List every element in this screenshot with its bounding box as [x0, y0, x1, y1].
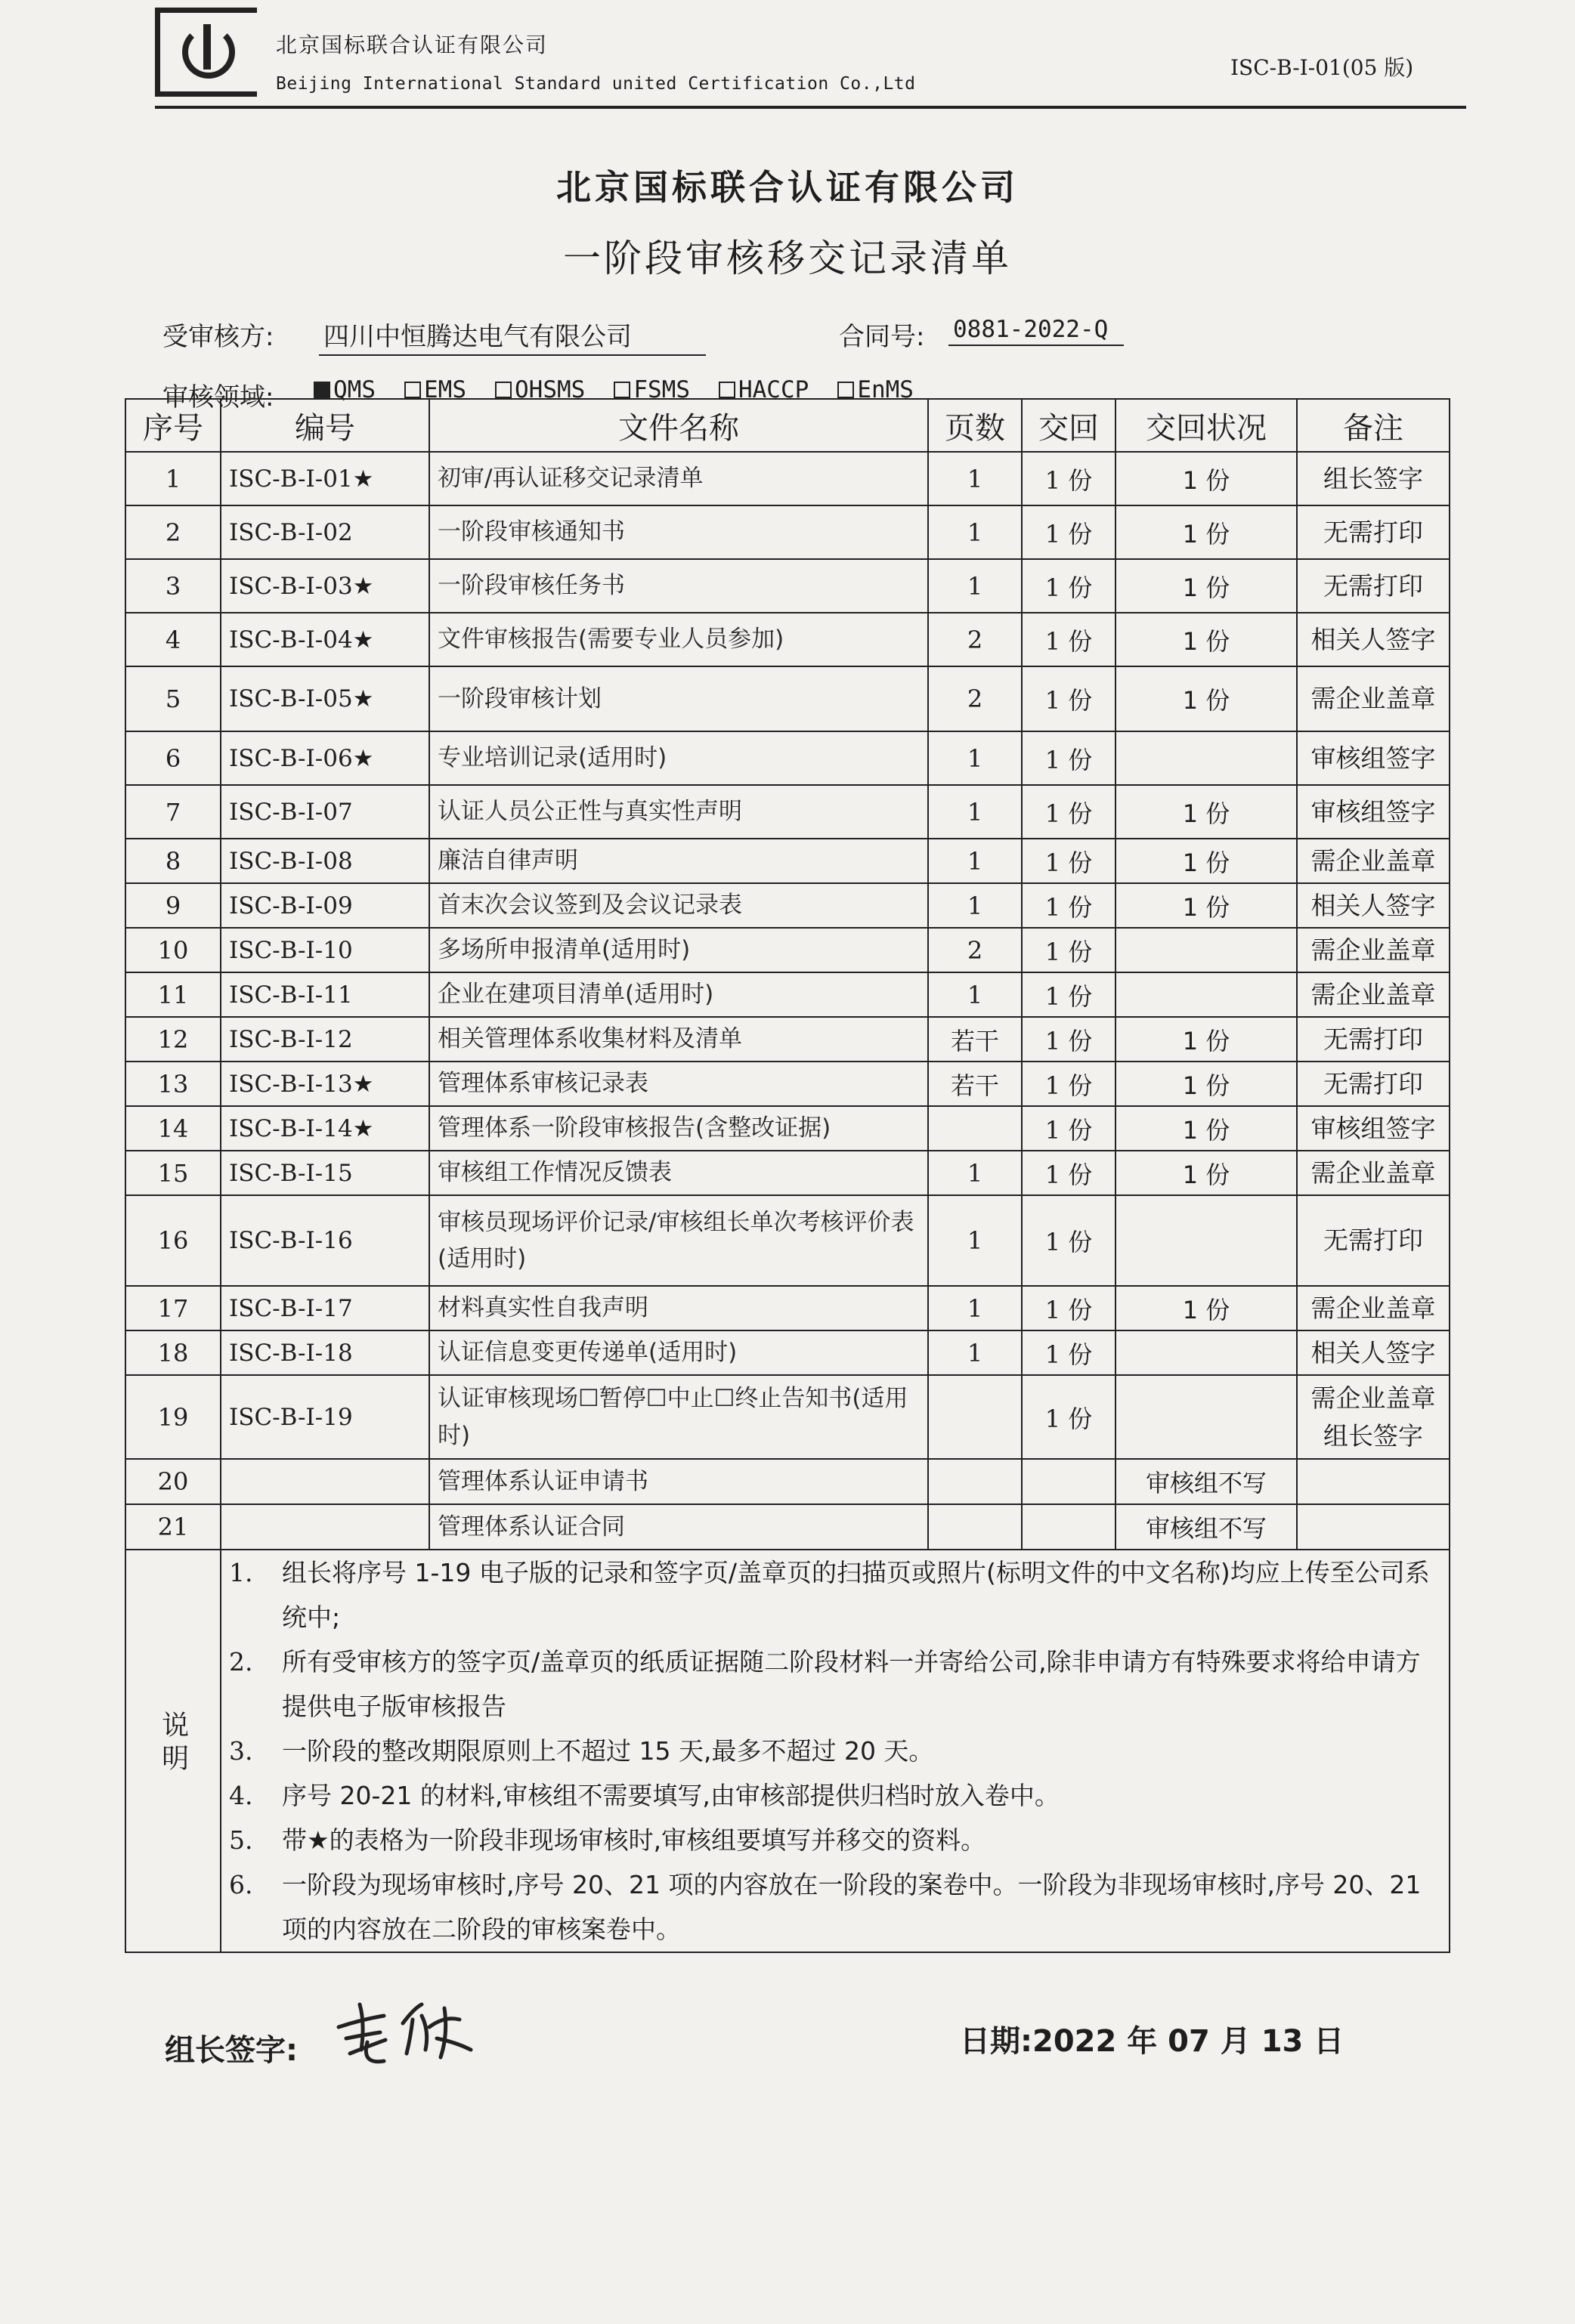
row-file-name: 相关管理体系收集材料及清单 — [429, 1017, 928, 1062]
row-remark: 相关人签字 — [1297, 883, 1450, 928]
row-no: 14 — [125, 1106, 221, 1151]
table-row — [125, 928, 1450, 972]
row-remark: 需企业盖章 — [1297, 1286, 1450, 1330]
checkbox-empty-icon — [404, 382, 421, 398]
note-text: 所有受审核方的签字页/盖章页的纸质证据随二阶段材料一并寄给公司,除非申请方有特殊要求将给申请方提供电子版审核报告 — [282, 1647, 1421, 1721]
row-returned: 1 份 — [1022, 1062, 1115, 1106]
row-return-status: 审核组不写 — [1115, 1459, 1297, 1504]
row-pages: 1 — [928, 505, 1022, 559]
row-remark: 无需打印 — [1297, 1017, 1450, 1062]
row-remark — [1297, 1504, 1450, 1550]
table-row — [125, 1330, 1450, 1375]
row-code: ISC-B-I-01★ — [221, 452, 429, 505]
company-name-en: Beijing International Standard united Certification Co.,Ltd — [276, 74, 916, 94]
row-pages: 1 — [928, 731, 1022, 785]
row-no: 12 — [125, 1017, 221, 1062]
row-returned: 1 份 — [1022, 1330, 1115, 1375]
row-file-name: 企业在建项目清单(适用时) — [429, 972, 928, 1017]
row-return-status: 1 份 — [1115, 1062, 1297, 1106]
row-remark: 审核组签字 — [1297, 785, 1450, 839]
row-return-status: 1 份 — [1115, 505, 1297, 559]
row-returned — [1022, 1504, 1115, 1550]
note-item — [229, 1639, 1441, 1729]
row-code — [221, 1504, 429, 1550]
date-label: 日期: — [960, 2024, 1032, 2059]
row-no: 20 — [125, 1459, 221, 1504]
row-pages: 1 — [928, 972, 1022, 1017]
row-no: 7 — [125, 785, 221, 839]
row-remark: 需企业盖章 — [1297, 839, 1450, 883]
checkbox-empty-icon — [719, 382, 735, 398]
row-pages: 1 — [928, 1195, 1022, 1286]
row-pages: 若干 — [928, 1017, 1022, 1062]
row-pages: 2 — [928, 666, 1022, 731]
row-return-status: 1 份 — [1115, 666, 1297, 731]
row-no: 6 — [125, 731, 221, 785]
row-code: ISC-B-I-05★ — [221, 666, 429, 731]
row-file-name: 专业培训记录(适用时) — [429, 731, 928, 785]
table-row — [125, 1106, 1450, 1151]
notes-row — [125, 1550, 1450, 1952]
row-returned: 1 份 — [1022, 1375, 1115, 1459]
row-no: 5 — [125, 666, 221, 731]
auditee-label: 受审核方: — [162, 322, 274, 352]
domain-option-label: HACCP — [738, 376, 809, 403]
note-number: 4. — [229, 1781, 253, 1810]
header-return-status: 交回状况 — [1115, 399, 1297, 452]
logo-mark-icon — [182, 26, 235, 79]
row-file-name: 管理体系审核记录表 — [429, 1062, 928, 1106]
row-returned: 1 份 — [1022, 613, 1115, 666]
row-returned: 1 份 — [1022, 505, 1115, 559]
table-row — [125, 505, 1450, 559]
row-pages — [928, 1459, 1022, 1504]
row-code: ISC-B-I-08 — [221, 839, 429, 883]
row-file-name: 一阶段审核通知书 — [429, 505, 928, 559]
row-file-name: 材料真实性自我声明 — [429, 1286, 928, 1330]
row-return-status: 1 份 — [1115, 839, 1297, 883]
row-code: ISC-B-I-19 — [221, 1375, 429, 1459]
date-value: 2022 年 07 月 13 日 — [1032, 2024, 1344, 2059]
header-pages: 页数 — [928, 399, 1022, 452]
row-returned: 1 份 — [1022, 928, 1115, 972]
row-return-status: 1 份 — [1115, 785, 1297, 839]
table-row — [125, 452, 1450, 505]
row-file-name: 审核组工作情况反馈表 — [429, 1151, 928, 1195]
row-no: 15 — [125, 1151, 221, 1195]
row-pages — [928, 1375, 1022, 1459]
row-return-status — [1115, 1195, 1297, 1286]
table-row — [125, 972, 1450, 1017]
row-file-name: 审核员现场评价记录/审核组长单次考核评价表(适用时) — [429, 1195, 928, 1286]
table-row — [125, 1017, 1450, 1062]
header-remark: 备注 — [1297, 399, 1450, 452]
notes-label-text: 说明 — [157, 1710, 189, 1777]
table-row — [125, 1459, 1450, 1504]
note-text: 带★的表格为一阶段非现场审核时,审核组要填写并移交的资料。 — [282, 1825, 986, 1855]
note-number: 6. — [229, 1870, 253, 1899]
row-return-status: 1 份 — [1115, 613, 1297, 666]
header-returned: 交回 — [1022, 399, 1115, 452]
transfer-record-table — [125, 398, 1450, 1953]
row-remark: 需企业盖章 — [1297, 928, 1450, 972]
row-returned: 1 份 — [1022, 452, 1115, 505]
row-returned: 1 份 — [1022, 972, 1115, 1017]
checkbox-checked-icon — [314, 382, 330, 398]
note-item — [229, 1729, 1441, 1773]
row-pages: 2 — [928, 613, 1022, 666]
row-returned: 1 份 — [1022, 1106, 1115, 1151]
row-returned: 1 份 — [1022, 559, 1115, 613]
row-remark: 相关人签字 — [1297, 1330, 1450, 1375]
row-returned: 1 份 — [1022, 666, 1115, 731]
notes-content — [221, 1550, 1450, 1952]
row-code: ISC-B-I-07 — [221, 785, 429, 839]
row-remark: 需企业盖章 — [1297, 1151, 1450, 1195]
row-pages: 1 — [928, 1330, 1022, 1375]
row-return-status: 1 份 — [1115, 1017, 1297, 1062]
row-return-status — [1115, 928, 1297, 972]
row-returned: 1 份 — [1022, 1195, 1115, 1286]
row-code: ISC-B-I-02 — [221, 505, 429, 559]
row-no: 13 — [125, 1062, 221, 1106]
note-item — [229, 1773, 1441, 1818]
row-no: 10 — [125, 928, 221, 972]
table-row — [125, 666, 1450, 731]
row-remark: 无需打印 — [1297, 559, 1450, 613]
table-header-row — [125, 399, 1450, 452]
row-code: ISC-B-I-17 — [221, 1286, 429, 1330]
row-file-name: 一阶段审核任务书 — [429, 559, 928, 613]
row-remark: 审核组签字 — [1297, 1106, 1450, 1151]
table-row — [125, 613, 1450, 666]
row-file-name: 管理体系认证申请书 — [429, 1459, 928, 1504]
row-pages: 1 — [928, 452, 1022, 505]
row-remark: 无需打印 — [1297, 1195, 1450, 1286]
table-row — [125, 731, 1450, 785]
row-return-status: 1 份 — [1115, 883, 1297, 928]
row-remark: 需企业盖章 — [1297, 972, 1450, 1017]
row-remark: 需企业盖章 组长签字 — [1297, 1375, 1450, 1459]
document-code: ISC-B-I-01(05 版) — [1230, 55, 1414, 80]
row-pages — [928, 1106, 1022, 1151]
note-item — [229, 1550, 1441, 1639]
row-no: 8 — [125, 839, 221, 883]
row-code: ISC-B-I-04★ — [221, 613, 429, 666]
table-row — [125, 559, 1450, 613]
row-return-status: 1 份 — [1115, 452, 1297, 505]
checkbox-empty-icon — [614, 382, 630, 398]
document-title-company: 北京国标联合认证有限公司 — [556, 167, 1019, 208]
table-row — [125, 1286, 1450, 1330]
row-return-status: 1 份 — [1115, 559, 1297, 613]
row-return-status — [1115, 731, 1297, 785]
row-code: ISC-B-I-18 — [221, 1330, 429, 1375]
row-returned: 1 份 — [1022, 731, 1115, 785]
row-returned: 1 份 — [1022, 1017, 1115, 1062]
row-no: 1 — [125, 452, 221, 505]
header-no: 序号 — [125, 399, 221, 452]
row-returned — [1022, 1459, 1115, 1504]
checkbox-empty-icon — [495, 382, 512, 398]
table-row — [125, 1195, 1450, 1286]
row-return-status: 1 份 — [1115, 1106, 1297, 1151]
domain-option-label: OHSMS — [515, 376, 586, 403]
row-no: 3 — [125, 559, 221, 613]
note-number: 5. — [229, 1825, 253, 1855]
row-no: 19 — [125, 1375, 221, 1459]
row-file-name: 首末次会议签到及会议记录表 — [429, 883, 928, 928]
note-text: 一阶段的整改期限原则上不超过 15 天,最多不超过 20 天。 — [282, 1736, 934, 1766]
table-row — [125, 1151, 1450, 1195]
document-title: 一阶段审核移交记录清单 — [563, 236, 1012, 280]
note-number: 2. — [229, 1647, 253, 1677]
header-code: 编号 — [221, 399, 429, 452]
contract-label: 合同号: — [839, 322, 925, 352]
row-no: 18 — [125, 1330, 221, 1375]
row-pages: 1 — [928, 883, 1022, 928]
auditee-value: 四川中恒腾达电气有限公司 — [319, 316, 706, 356]
row-code: ISC-B-I-03★ — [221, 559, 429, 613]
row-remark — [1297, 1459, 1450, 1504]
row-return-status: 1 份 — [1115, 1151, 1297, 1195]
header-divider — [155, 106, 1466, 109]
row-code: ISC-B-I-06★ — [221, 731, 429, 785]
date-block — [960, 2017, 1344, 2060]
note-number: 3. — [229, 1736, 253, 1766]
row-file-name: 管理体系认证合同 — [429, 1504, 928, 1550]
note-text: 序号 20-21 的材料,审核组不需要填写,由审核部提供归档时放入卷中。 — [282, 1781, 1060, 1810]
row-no: 2 — [125, 505, 221, 559]
row-code: ISC-B-I-15 — [221, 1151, 429, 1195]
row-return-status: 审核组不写 — [1115, 1504, 1297, 1550]
row-pages: 若干 — [928, 1062, 1022, 1106]
row-returned: 1 份 — [1022, 1151, 1115, 1195]
row-pages: 1 — [928, 1151, 1022, 1195]
contract-number: 0881-2022-Q — [948, 316, 1124, 346]
row-remark: 无需打印 — [1297, 1062, 1450, 1106]
table-row — [125, 1375, 1450, 1459]
row-file-name: 认证信息变更传递单(适用时) — [429, 1330, 928, 1375]
audit-domain-label: 审核领域: — [162, 382, 274, 413]
note-text: 组长将序号 1-19 电子版的记录和签字页/盖章页的扫描页或照片(标明文件的中文名称)均应上传至公司系统中; — [282, 1558, 1430, 1632]
row-returned: 1 份 — [1022, 839, 1115, 883]
row-code: ISC-B-I-11 — [221, 972, 429, 1017]
table-row — [125, 1504, 1450, 1550]
row-no: 16 — [125, 1195, 221, 1286]
domain-option-label: EnMS — [857, 376, 914, 403]
row-pages: 1 — [928, 559, 1022, 613]
row-no: 9 — [125, 883, 221, 928]
domain-option-label: FSMS — [633, 376, 690, 403]
notes-label — [125, 1550, 221, 1952]
row-code — [221, 1459, 429, 1504]
leader-signature-label: 组长签字: — [165, 2033, 298, 2068]
row-pages — [928, 1504, 1022, 1550]
table-row — [125, 839, 1450, 883]
row-pages: 1 — [928, 1286, 1022, 1330]
row-return-status — [1115, 1330, 1297, 1375]
row-code: ISC-B-I-14★ — [221, 1106, 429, 1151]
row-return-status: 1 份 — [1115, 1286, 1297, 1330]
row-code: ISC-B-I-16 — [221, 1195, 429, 1286]
row-remark: 需企业盖章 — [1297, 666, 1450, 731]
row-remark: 无需打印 — [1297, 505, 1450, 559]
table-row — [125, 785, 1450, 839]
row-returned: 1 份 — [1022, 1286, 1115, 1330]
row-file-name: 初审/再认证移交记录清单 — [429, 452, 928, 505]
row-return-status — [1115, 1375, 1297, 1459]
row-pages: 2 — [928, 928, 1022, 972]
row-file-name: 管理体系一阶段审核报告(含整改证据) — [429, 1106, 928, 1151]
row-code: ISC-B-I-12 — [221, 1017, 429, 1062]
row-returned: 1 份 — [1022, 785, 1115, 839]
row-code: ISC-B-I-09 — [221, 883, 429, 928]
row-file-name: 文件审核报告(需要专业人员参加) — [429, 613, 928, 666]
note-item — [229, 1862, 1441, 1952]
row-pages: 1 — [928, 839, 1022, 883]
note-item — [229, 1818, 1441, 1862]
handwritten-signature — [331, 1993, 482, 2076]
row-remark: 相关人签字 — [1297, 613, 1450, 666]
row-file-name: 廉洁自律声明 — [429, 839, 928, 883]
row-no: 17 — [125, 1286, 221, 1330]
domain-option-label: QMS — [333, 376, 376, 403]
row-code: ISC-B-I-10 — [221, 928, 429, 972]
note-number: 1. — [229, 1558, 253, 1587]
row-file-name: 多场所申报清单(适用时) — [429, 928, 928, 972]
row-code: ISC-B-I-13★ — [221, 1062, 429, 1106]
header-file-name: 文件名称 — [429, 399, 928, 452]
row-no: 21 — [125, 1504, 221, 1550]
table-row — [125, 883, 1450, 928]
note-text: 一阶段为现场审核时,序号 20、21 项的内容放在一阶段的案卷中。一阶段为非现场审核时,序号 20、21 项的内容放在二阶段的审核案卷中。 — [282, 1870, 1422, 1944]
row-file-name: 认证审核现场☐暂停☐中止☐终止告知书(适用时) — [429, 1375, 928, 1459]
row-file-name: 一阶段审核计划 — [429, 666, 928, 731]
row-pages: 1 — [928, 785, 1022, 839]
table-row — [125, 1062, 1450, 1106]
company-logo — [155, 8, 257, 97]
row-file-name: 认证人员公正性与真实性声明 — [429, 785, 928, 839]
row-return-status — [1115, 972, 1297, 1017]
domain-option-label: EMS — [424, 376, 466, 403]
checkbox-empty-icon — [837, 382, 854, 398]
row-remark: 审核组签字 — [1297, 731, 1450, 785]
company-name-cn: 北京国标联合认证有限公司 — [276, 32, 549, 57]
row-remark: 组长签字 — [1297, 452, 1450, 505]
row-no: 4 — [125, 613, 221, 666]
row-no: 11 — [125, 972, 221, 1017]
row-returned: 1 份 — [1022, 883, 1115, 928]
